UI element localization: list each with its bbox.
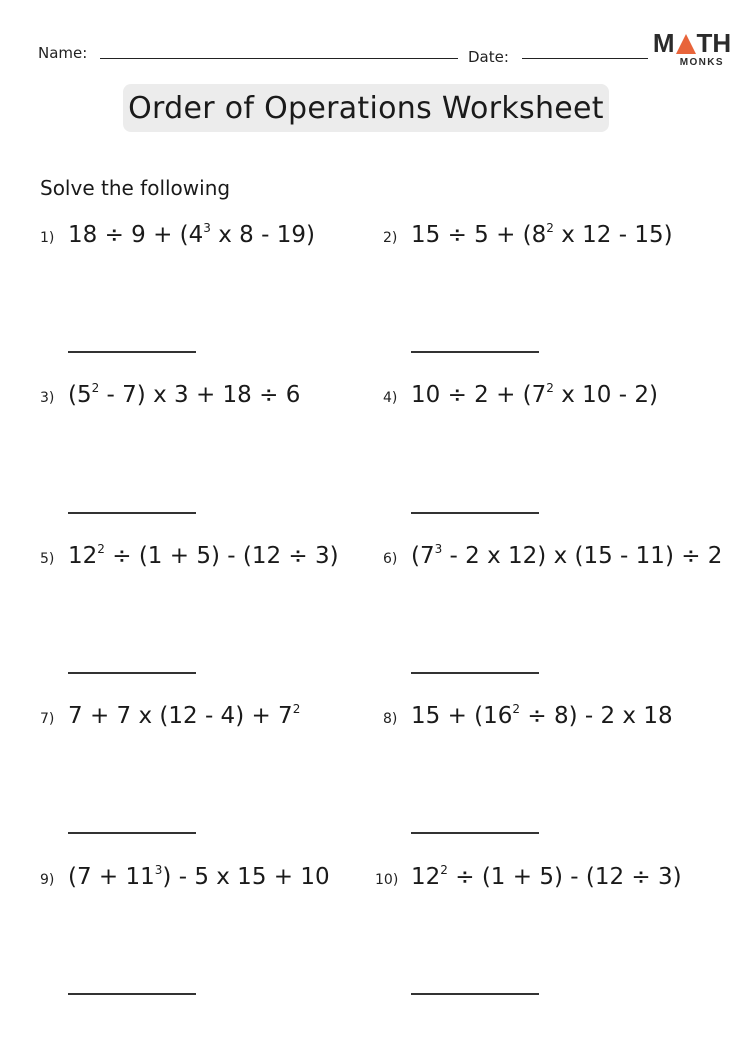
answer-line-4[interactable] [411, 512, 539, 514]
answer-line-6[interactable] [411, 672, 539, 674]
answer-line-2[interactable] [411, 351, 539, 353]
problem-expression: ($7^3 - 2$ x 12) x (15 - 11) ÷ 2 [411, 542, 723, 569]
problem-expression: $12^2 \div (1 + 5) - (12 \div 3)$ [411, 863, 682, 890]
problem-7 [40, 703, 300, 729]
date-field[interactable] [522, 58, 648, 59]
problem-expression: $10 \div 2 + (7^2$ x 10 - 2) [411, 381, 658, 408]
answer-line-1[interactable] [68, 351, 196, 353]
problem-number: 8) [383, 711, 398, 727]
logo-subtitle: MONKS [679, 57, 724, 68]
problem-2 [383, 222, 673, 248]
instructions: Solve the following [40, 176, 231, 200]
triangle-icon [676, 34, 696, 54]
problem-number: 1) [40, 230, 55, 246]
logo-letter-m: M [652, 28, 675, 58]
problem-number: 10) [375, 872, 399, 888]
problem-number: 4) [383, 390, 398, 406]
problem-1 [40, 222, 315, 248]
answer-line-5[interactable] [68, 672, 196, 674]
name-label: Name: [38, 44, 88, 62]
problem-5 [40, 543, 339, 569]
problem-expression: $12^2 \div (1 + 5) - (12 \div 3)$ [68, 542, 339, 569]
problem-expression: $15 \div 5 + (8^2$ x 12 - 15) [411, 221, 673, 248]
problem-10 [375, 864, 682, 890]
page-title: Order of Operations Worksheet [128, 90, 604, 126]
problem-number: 5) [40, 551, 55, 567]
answer-line-9[interactable] [68, 993, 196, 995]
problem-number: 6) [383, 551, 398, 567]
title-banner [123, 84, 609, 132]
logo-letters-th: TH [696, 28, 732, 58]
date-label: Date: [468, 48, 509, 66]
answer-line-10[interactable] [411, 993, 539, 995]
problem-3 [40, 382, 300, 408]
logo-wordmark [652, 28, 732, 58]
problem-expression: 7 + 7 x $(12 - 4) + 7^2$ [68, 702, 301, 729]
problem-number: 9) [40, 872, 55, 888]
math-monks-logo [652, 28, 732, 68]
problem-expression: $(7 + 11^3) - 5$ x 15 + 10 [68, 863, 330, 890]
problem-number: 7) [40, 711, 55, 727]
problem-6 [383, 543, 722, 569]
problem-expression: $15 + (16^2 \div 8) - 2$ x 18 [411, 702, 673, 729]
problem-expression: $(5^2 - 7)$ x 3 + 18 ÷ 6 [68, 381, 301, 408]
answer-line-3[interactable] [68, 512, 196, 514]
problem-number: 2) [383, 230, 398, 246]
name-field[interactable] [100, 58, 458, 59]
problem-4 [383, 382, 658, 408]
problem-8 [383, 703, 673, 729]
problem-expression: $18 \div 9 + (4^3$ x 8 - 19) [68, 221, 315, 248]
problem-number: 3) [40, 390, 55, 406]
problem-9 [40, 864, 330, 890]
answer-line-7[interactable] [68, 832, 196, 834]
answer-line-8[interactable] [411, 832, 539, 834]
